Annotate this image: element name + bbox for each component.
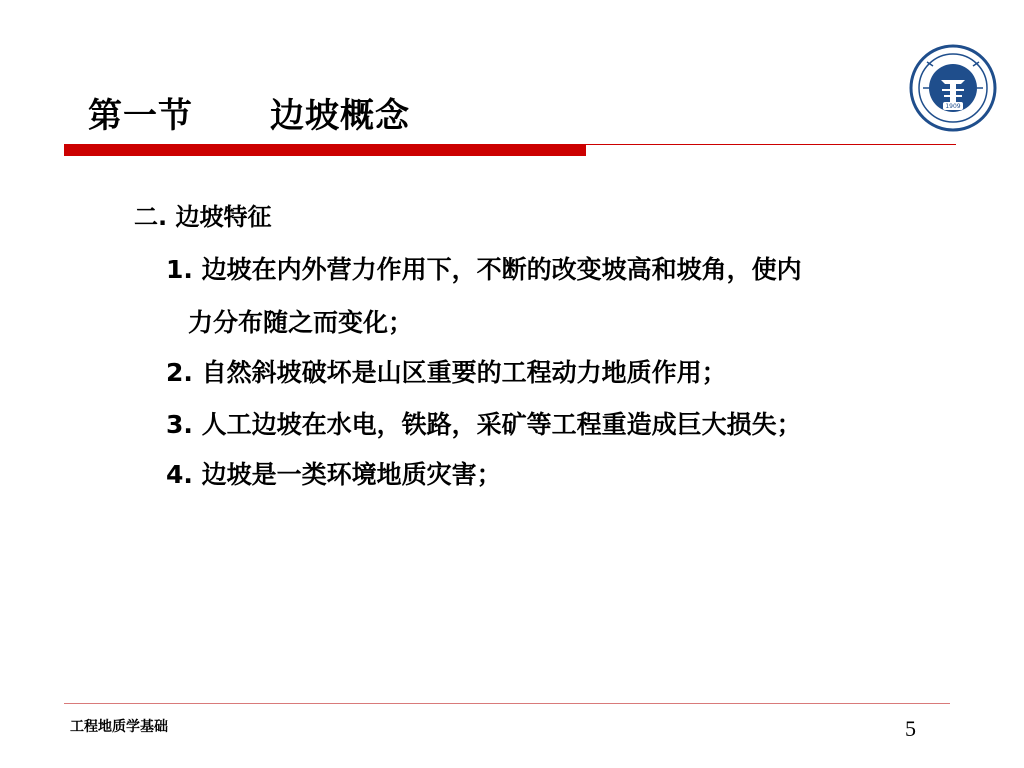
- list-item: 4. 边坡是一类环境地质灾害；: [166, 460, 502, 489]
- logo-year: 1909: [945, 103, 961, 110]
- list-item-continuation: 力分布随之而变化；: [188, 308, 414, 337]
- title-accent-bar: [64, 144, 586, 156]
- list-item: 1. 边坡在内外营力作用下，不断的改变坡高和坡角，使内: [166, 255, 802, 284]
- section-heading: 二. 边坡特征: [134, 203, 272, 231]
- university-logo: [909, 44, 997, 132]
- title-divider-line: [586, 144, 956, 145]
- slide-title: 第一节 边坡概念: [88, 96, 411, 136]
- list-item: 3. 人工边坡在水电，铁路，采矿等工程重造成巨大损失；: [166, 410, 802, 439]
- page-number: 5: [905, 716, 916, 741]
- list-item: 2. 自然斜坡破坏是山区重要的工程动力地质作用；: [166, 358, 727, 387]
- footer-divider-line: [64, 703, 950, 704]
- footer-course-title: 工程地质学基础: [70, 719, 168, 735]
